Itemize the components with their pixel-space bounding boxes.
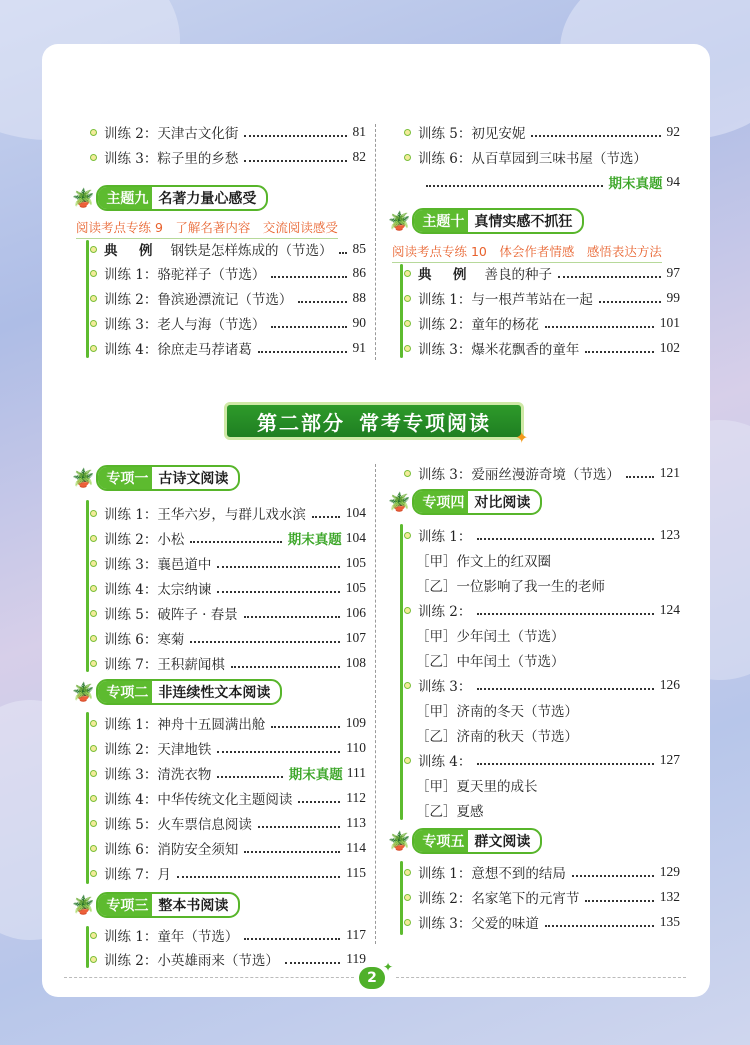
page-ref: 107 [345,630,366,645]
leader-dots [271,275,346,278]
leader-dots [244,159,346,162]
plant-icon: 🪴 [388,830,411,852]
toc-row[interactable]: 训练 3：粽子里的乡愁 82 [90,146,366,168]
page-ref: 113 [346,815,366,830]
toc-row[interactable]: 训练 4：徐庶走马荐诸葛 91 [90,337,366,359]
theme-pill: 主题九 名著力量心感受 [96,185,268,211]
page-ref: 109 [345,715,366,730]
bullet-icon [404,345,411,352]
green-vertical-bar [86,500,89,672]
toc-row[interactable]: 训练 3：老人与海（节选） 90 [90,312,366,334]
toc-row[interactable]: 训练 6：消防安全须知 114 [90,837,366,859]
leader-dots [285,961,340,964]
toc-row[interactable]: 训练 3：爱丽丝漫游奇境（节选） 121 [404,462,680,484]
theme-pill: 主题十 真情实感不抓狂 [412,208,584,234]
bullet-icon [90,129,97,136]
green-vertical-bar [400,524,403,820]
page-ref: 126 [659,677,680,692]
bullet-icon [404,320,411,327]
column-divider [375,124,376,360]
special-heading [388,829,542,853]
toc-row[interactable]: 训练 3：清洗衣物 期末真题 111 [90,762,366,784]
leader-dots [477,537,653,540]
leader-dots [585,899,653,902]
toc-row[interactable]: 训练 7：月 115 [90,862,366,884]
page-ref: 115 [346,865,366,880]
leader-dots [217,750,340,753]
special-heading [72,680,282,704]
sparkle-icon: ✦ [383,960,394,974]
page-ref: 123 [659,527,680,542]
bullet-icon [90,820,97,827]
toc-row[interactable]: 训练 2：小英雄雨来（节选） 119 [90,948,366,970]
bullet-icon [90,845,97,852]
toc-row[interactable]: 训练 2：名家笔下的元宵节 132 [404,886,680,908]
leader-dots [477,687,653,690]
leader-dots [244,615,340,618]
toc-row[interactable]: 训练 5：初见安妮 92 [404,121,680,143]
theme-heading [388,209,584,233]
toc-subrow[interactable]: ［甲］少年闰土（节选） [416,629,565,645]
bullet-icon [90,956,97,963]
page-ref: 105 [345,580,366,595]
toc-row[interactable]: 训练 6：从百草园到三味书屋（节选） [404,146,680,168]
footer-line [64,977,354,978]
leader-dots [217,565,339,568]
bullet-icon [90,320,97,327]
leader-dots [531,134,660,137]
toc-row[interactable]: 训练 4：太宗纳谏 105 [90,577,366,599]
bullet-icon [404,270,411,277]
leader-dots [231,665,340,668]
bullet-icon [404,919,411,926]
plant-icon: 🪴 [388,210,411,232]
page-ref: 104 [345,530,366,545]
bullet-icon [404,295,411,302]
toc-row[interactable]: 训练 5：破阵子 · 春景 106 [90,602,366,624]
page-ref: 124 [659,602,680,617]
special-pill: 专项二 非连续性文本阅读 [96,679,282,705]
leader-dots [258,350,347,353]
special-heading [388,490,542,514]
toc-row[interactable]: 训练 5：火车票信息阅读 113 [90,812,366,834]
green-vertical-bar [400,861,403,935]
bullet-icon [90,246,97,253]
bullet-icon [90,720,97,727]
special-pill: 专项四 对比阅读 [412,489,542,515]
bullet-icon [90,635,97,642]
toc-subrow[interactable]: ［甲］济南的冬天（节选） [416,704,578,720]
page-ref: 114 [346,840,366,855]
special-pill: 专项三 整本书阅读 [96,892,240,918]
page-ref: 117 [346,927,366,942]
bullet-icon [90,535,97,542]
final-exam-tag: 期末真题 [288,767,343,783]
bullet-icon [404,869,411,876]
page-number: 2 [359,967,385,989]
bullet-icon [404,894,411,901]
leader-dots [339,251,347,254]
leader-dots [217,590,339,593]
page-ref: 135 [659,914,680,929]
leader-dots [599,300,661,303]
leader-dots [258,825,340,828]
toc-subrow[interactable]: ［乙］中年闰土（节选） [416,654,565,670]
plant-icon: 🪴 [388,491,411,513]
leader-dots [177,875,340,878]
toc-row[interactable]: 训练 2：小松 期末真题 104 [90,527,366,549]
theme-heading [72,186,268,210]
bullet-icon [90,870,97,877]
bullet-icon [90,345,97,352]
toc-row[interactable]: 训练 1：童年（节选） 117 [90,924,366,946]
section-banner: 第二部分 常考专项阅读 [224,402,524,440]
bullet-icon [90,770,97,777]
toc-row[interactable]: 训练 1：王华六岁，与群儿戏水滨 104 [90,502,366,524]
leader-dots [312,515,340,518]
toc-row[interactable]: 训练 1：神舟十五圆满出舱 109 [90,712,366,734]
page-ref: 108 [345,655,366,670]
bullet-icon [90,795,97,802]
leader-dots [545,325,654,328]
leader-dots [244,134,346,137]
toc-row[interactable]: 训练 4： 127 [404,749,680,771]
bullet-icon [90,932,97,939]
bullet-icon [90,610,97,617]
page-ref: 129 [659,864,680,879]
green-vertical-bar [86,240,89,358]
leader-dots [426,184,603,187]
toc-row[interactable]: 训练 2： 124 [404,599,680,621]
page-ref: 127 [659,752,680,767]
toc-row[interactable]: 训练 1： 123 [404,524,680,546]
toc-row[interactable]: 训练 2：鲁滨逊漂流记（节选） 88 [90,287,366,309]
bullet-icon [90,154,97,161]
bullet-icon [90,745,97,752]
plant-icon: 🪴 [72,894,95,916]
page-ref: 104 [345,505,366,520]
leader-dots [271,325,346,328]
topic-note: 阅读考点专练 10 体会作者情感 感悟表达方法 [392,242,662,263]
plant-icon: 🪴 [72,467,95,489]
toc-row[interactable]: 训练 7：王积薪闻棋 108 [90,652,366,674]
special-heading [72,893,240,917]
bullet-icon [404,470,411,477]
special-heading [72,466,240,490]
green-vertical-bar [86,712,89,884]
special-pill: 专项五 群文阅读 [412,828,542,854]
bullet-icon [90,660,97,667]
leader-dots [572,874,654,877]
leader-dots [190,640,339,643]
toc-row-continued[interactable]: 期末真题 94 [420,171,680,193]
toc-row[interactable]: 训练 2：天津古文化街 81 [90,121,366,143]
toc-row[interactable]: 训练 2：童年的杨花 101 [404,312,680,334]
leader-dots [190,540,281,543]
bullet-icon [404,682,411,689]
leader-dots [545,924,654,927]
toc-row[interactable]: 训练 2：天津地铁 110 [90,737,366,759]
example-row[interactable]: 典 例 钢铁是怎样炼成的（节选） 85 [90,238,366,260]
bullet-icon [90,295,97,302]
toc-row[interactable]: 训练 1：意想不到的结局 129 [404,861,680,883]
toc-row[interactable]: 训练 3： 126 [404,674,680,696]
leader-dots [244,850,340,853]
bullet-icon [404,607,411,614]
special-pill: 专项一 古诗文阅读 [96,465,240,491]
leader-dots [477,762,653,765]
leader-dots [626,475,654,478]
column-divider [375,464,376,944]
toc-subrow[interactable]: ［乙］一位影响了我一生的老师 [416,579,605,595]
sparkle-icon: ✦ [515,428,529,447]
leader-dots [217,775,282,778]
leader-dots [477,612,653,615]
toc-subrow[interactable]: ［甲］夏天里的成长 [416,779,538,795]
page-ref: 119 [346,951,366,966]
page-ref: 112 [346,790,366,805]
bullet-icon [90,585,97,592]
bullet-icon [90,560,97,567]
bullet-icon [90,510,97,517]
bullet-icon [404,129,411,136]
green-vertical-bar [86,926,89,968]
toc-row[interactable]: 训练 1：与一根芦苇站在一起 99 [404,287,680,309]
leader-dots [271,725,339,728]
toc-subrow[interactable]: ［乙］济南的秋天（节选） [416,729,578,745]
page-ref: 106 [345,605,366,620]
page-ref: 110 [346,740,366,755]
toc-row[interactable]: 训练 4：中华传统文化主题阅读 112 [90,787,366,809]
toc-row[interactable]: 训练 6：寒菊 107 [90,627,366,649]
leader-dots [558,275,661,278]
page-ref: 132 [659,889,680,904]
example-row[interactable]: 典 例 善良的种子 97 [404,262,680,284]
toc-row[interactable]: 训练 3：父爱的味道 135 [404,911,680,933]
page-ref: 105 [345,555,366,570]
green-vertical-bar [400,264,403,358]
bullet-icon [404,532,411,539]
toc-subrow[interactable]: ［甲］作文上的红双圈 [416,554,551,570]
page-ref: 111 [346,765,366,780]
toc-row[interactable]: 训练 3：爆米花飘香的童年 102 [404,337,680,359]
topic-note: 阅读考点专练 9 了解名著内容 交流阅读感受 [76,218,338,239]
leader-dots [244,937,340,940]
final-exam-tag: 期末真题 [287,532,342,548]
toc-subrow[interactable]: ［乙］夏感 [416,804,484,820]
leader-dots [298,800,340,803]
bullet-icon [404,757,411,764]
footer-line [396,977,686,978]
leader-dots [585,350,653,353]
bullet-icon [90,270,97,277]
toc-row[interactable]: 训练 1：骆驼祥子（节选） 86 [90,262,366,284]
toc-row[interactable]: 训练 3：襄邑道中 105 [90,552,366,574]
plant-icon: 🪴 [72,681,95,703]
bullet-icon [404,154,411,161]
leader-dots [298,300,346,303]
plant-icon: 🪴 [72,187,95,209]
